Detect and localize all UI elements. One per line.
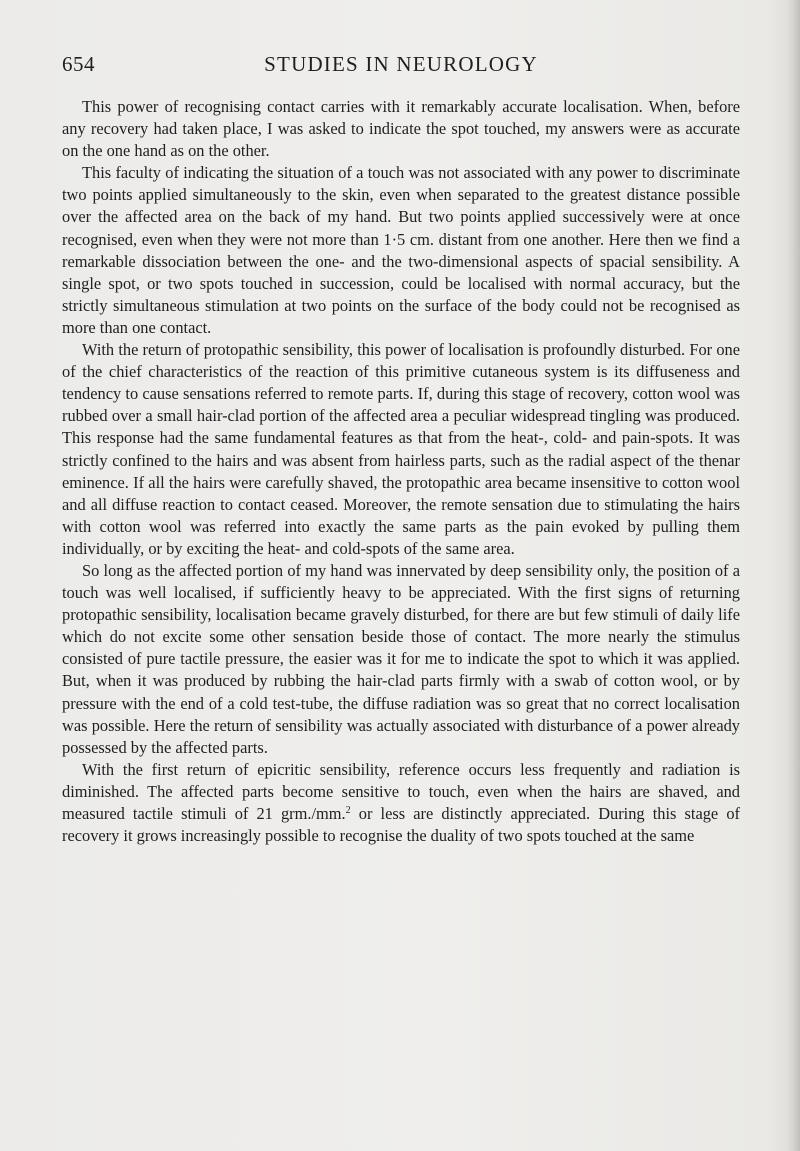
page-number: 654 [62, 52, 95, 76]
paragraph-5 [62, 759, 740, 847]
paragraph-1: This power of recognising contact carries with it remarkably accurate localisation. When, before any recovery had taken place, I was asked to indicate the spot touched, my answers were as accurate on the one hand as on the other. [62, 97, 740, 161]
superscript-exponent: 2 [345, 805, 351, 816]
paragraph-3: With the return of protopathic sensibility, this power of localisation is profoundly disturbed. For one of the chief characteristics of the reaction of this primitive cutaneous system is its diffuseness and tendency to cause sensations referred to remote parts. If, during this stage of recovery, cotton wool was rubbed over a small hair-clad portion of the affected area a peculiar widespread tingling was produced. This response had the same fundamental features as that from the heat-, cold- and pain-spots. It was strictly confined to the hairs and was absent from hairless parts, such as the radial aspect of the thenar eminence. If all the hairs were carefully shaved, the protopathic area became insensitive to cotton wool and all diffuse reaction to contact ceased. Moreover, the remote sensation due to stimulating the hairs with cotton wool was referred into exactly the same parts as the pain evoked by pulling them individually, or by exciting the heat- and cold-spots of the same area. [62, 340, 740, 558]
running-title: STUDIES IN NEUROLOGY [264, 52, 538, 76]
page-edge-shadow [786, 0, 800, 1151]
paragraph-2: This faculty of indicating the situation of a touch was not associated with any power to discriminate two points applied simultaneously to the skin, even when separated to the greatest distance possible over the affected area on the back of my hand. But two points applied successively were at once recognised, even when they were not more than 1·5 cm. distant from one another. Here then we find a remarkable dissociation between the one- and the two-dimensional aspects of spacial sensibility. A single spot, or two spots touched in succession, could be localised with normal accuracy, but the strictly simultaneous stimulation at two points on the surface of the body could not be recognised as more than one contact. [62, 163, 740, 337]
paragraph-4: So long as the affected portion of my hand was innervated by deep sensibility only, the position of a touch was well localised, if sufficiently heavy to be appreciated. With the first signs of returning protopathic sensibility, localisation became gravely disturbed, for there are but few stimuli of daily life which do not excite some other sensation beside those of contact. The more nearly the stimulus consisted of pure tactile pressure, the easier was it for me to indicate the spot to which it was applied. But, when it was produced by rubbing the hair-clad parts firmly with a swab of cotton wool, or by pressure with the end of a cold test-tube, the diffuse radiation was so great that no correct localisation was possible. Here the return of sensibility was actually associated with disturbance of a power already possessed by the affected parts. [62, 560, 740, 757]
paragraph-5-text: With the first return of epicritic sensibility, reference occurs less frequently and radiation is diminished. The affected parts become sensitive to touch, even when the hairs are shaved, and measured tactile stimuli of 21 grm./mm. [62, 759, 740, 823]
paragraph-5-continuation: or less are distinctly appreciated. During this stage of recovery it grows increasingly possible to recognise the duality of two spots touched at the same [62, 804, 740, 846]
page-header [62, 52, 740, 86]
body-text [62, 96, 740, 847]
